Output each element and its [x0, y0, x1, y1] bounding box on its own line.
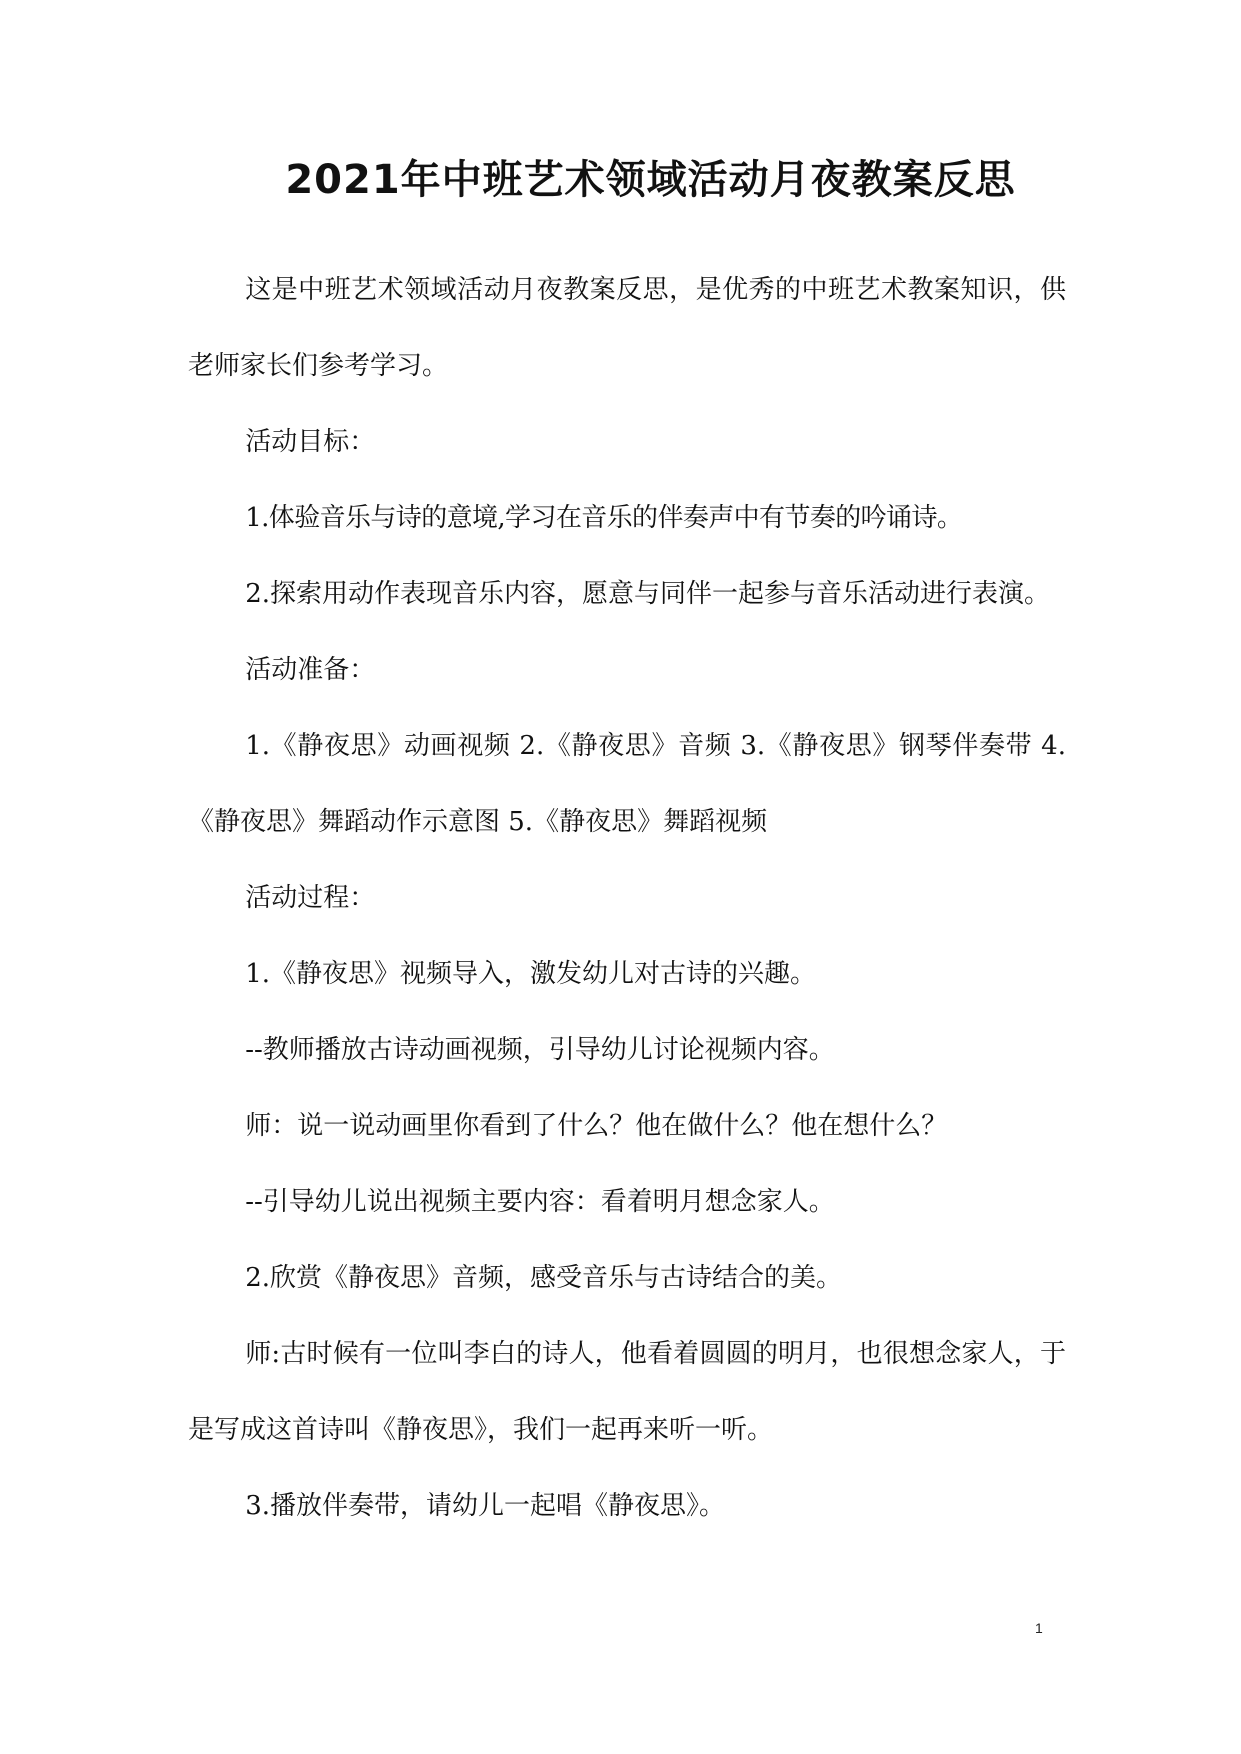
heading-activity-preparation: 活动准备： [245, 655, 376, 685]
heading-activity-process: 活动过程： [245, 883, 376, 913]
paragraph-step-1-guide: --引导幼儿说出视频主要内容：看着明月想念家人。 [245, 1187, 835, 1217]
paragraph-materials: 1.《静夜思》动画视频 2.《静夜思》音频 3.《静夜思》钢琴伴奏带 4.《静夜思》舞蹈动作示意图 5.《静夜思》舞蹈视频 [188, 731, 1066, 837]
paragraph-step-1: 1.《静夜思》视频导入，激发幼儿对古诗的兴趣。 [245, 959, 816, 989]
paragraph-intro: 这是中班艺术领域活动月夜教案反思，是优秀的中班艺术教案知识，供老师家长们参考学习。 [188, 275, 1066, 381]
paragraph-step-3: 3.播放伴奏带，请幼儿一起唱《静夜思》。 [245, 1491, 725, 1521]
document-title: 2021年中班艺术领域活动月夜教案反思 [285, 157, 1016, 203]
paragraph-goal-1: 1.体验音乐与诗的意境,学习在音乐的伴奏声中有节奏的吟诵诗。 [245, 503, 963, 533]
heading-activity-goals: 活动目标： [245, 427, 376, 457]
paragraph-step-1-detail: --教师播放古诗动画视频，引导幼儿讨论视频内容。 [245, 1035, 835, 1065]
document-body [188, 252, 1066, 1544]
page-number: 1 [1035, 1620, 1043, 1636]
paragraph-teacher-question: 师：说一说动画里你看到了什么？他在做什么？他在想什么？ [245, 1111, 948, 1141]
paragraph-step-2: 2.欣赏《静夜思》音频，感受音乐与古诗结合的美。 [245, 1263, 842, 1293]
paragraph-teacher-story: 师:古时候有一位叫李白的诗人，他看着圆圆的明月，也很想念家人，于是写成这首诗叫《静夜思》，我们一起再来听一听。 [188, 1339, 1066, 1445]
paragraph-goal-2: 2.探索用动作表现音乐内容，愿意与同伴一起参与音乐活动进行表演。 [245, 579, 1050, 609]
